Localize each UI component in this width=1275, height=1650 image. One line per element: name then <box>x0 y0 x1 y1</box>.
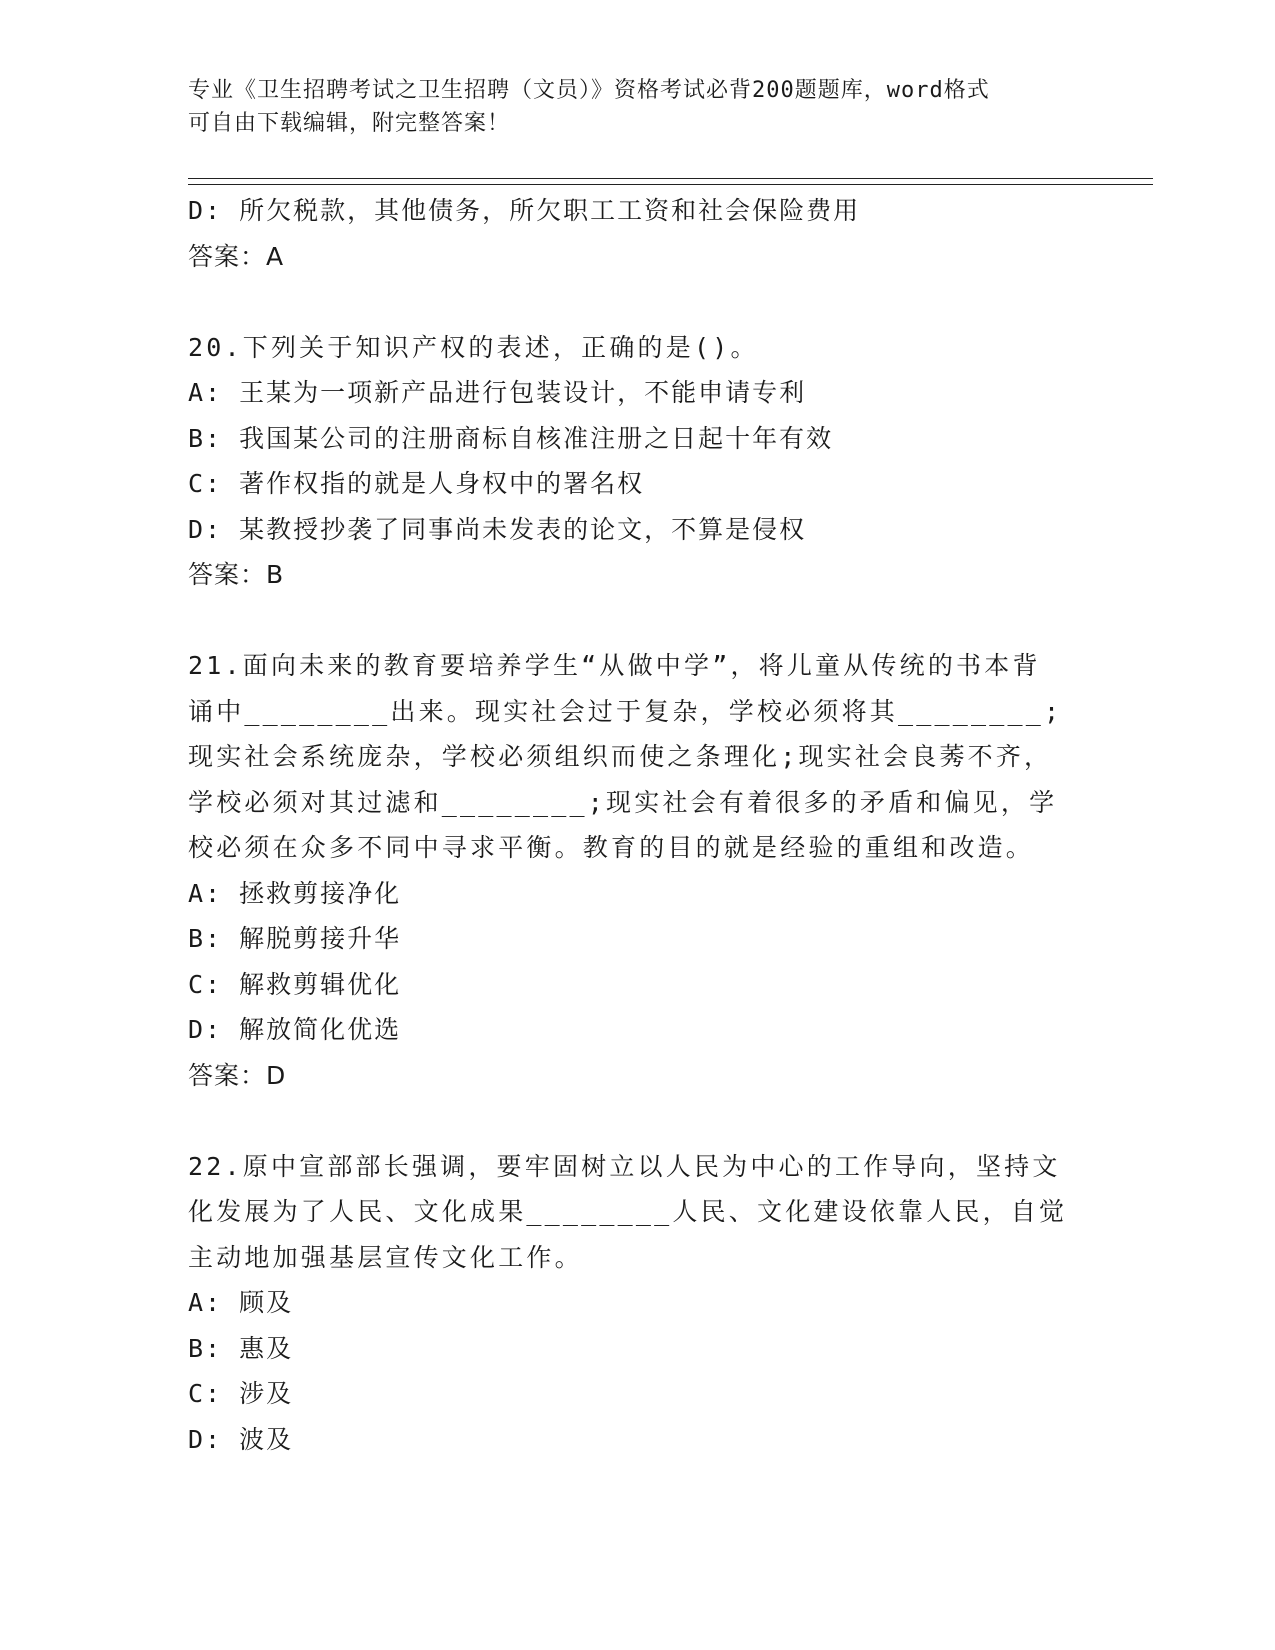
spacer <box>188 1098 1088 1144</box>
option-b: B: 我国某公司的注册商标自核准注册之日起十年有效 <box>188 423 834 453</box>
header-title-line-1: 专业《卫生招聘考试之卫生招聘（文员）》资格考试必背200题题库，word格式 <box>188 78 990 103</box>
option-d: D: 所欠税款，其他债务，所欠职工工资和社会保险费用 <box>188 196 861 225</box>
option-a: A: 顾及 <box>188 1288 294 1317</box>
previous-question-tail <box>188 188 1088 279</box>
question-text: 21.面向未来的教育要培养学生“从做中学”，将儿童从传统的书本背诵中________出来。现实社会过于复杂，学校必须将其________;现实社会系统庞杂，学校必须组织而使之条理化;现实社会良莠不齐，学校必须对其过滤和________;现实社会有着很多的矛盾和偏见，学校必须在众多不同中寻求平衡。教育的目的就是经验的重组和改造。 <box>188 651 1063 862</box>
option-c: C: 解救剪辑优化 <box>188 969 402 999</box>
spacer <box>188 279 1088 325</box>
option-d: D: 某教授抄袭了同事尚未发表的论文，不算是侵权 <box>188 514 807 544</box>
option-a: A: 拯救剪接净化 <box>188 878 402 908</box>
option-d: D: 解放简化优选 <box>188 1015 402 1044</box>
question-text: 20.下列关于知识产权的表述，正确的是()。 <box>188 332 759 362</box>
spacer <box>188 598 1088 644</box>
option-b: B: 惠及 <box>188 1333 294 1363</box>
question-20 <box>188 325 1088 598</box>
option-c: C: 著作权指的就是人身权中的署名权 <box>188 469 645 498</box>
answer-label: 答案：B <box>188 560 285 589</box>
option-c: C: 涉及 <box>188 1379 294 1408</box>
option-b: B: 解脱剪接升华 <box>188 924 402 953</box>
header-divider <box>188 178 1153 185</box>
option-a: A: 王某为一项新产品进行包装设计，不能申请专利 <box>188 378 807 407</box>
question-21 <box>188 643 1088 1098</box>
answer-label: 答案：D <box>188 1060 287 1090</box>
document-header <box>188 74 1068 140</box>
header-title-line-2: 可自由下载编辑，附完整答案！ <box>188 111 511 136</box>
option-d: D: 波及 <box>188 1424 294 1454</box>
answer-label: 答案：A <box>188 241 285 271</box>
question-text: 22.原中宣部部长强调，要牢固树立以人民为中心的工作导向，坚持文化发展为了人民、文化成果________人民、文化建设依靠人民，自觉主动地加强基层宣传文化工作。 <box>188 1151 1068 1272</box>
document-body <box>188 188 1088 1462</box>
question-22 <box>188 1144 1088 1463</box>
